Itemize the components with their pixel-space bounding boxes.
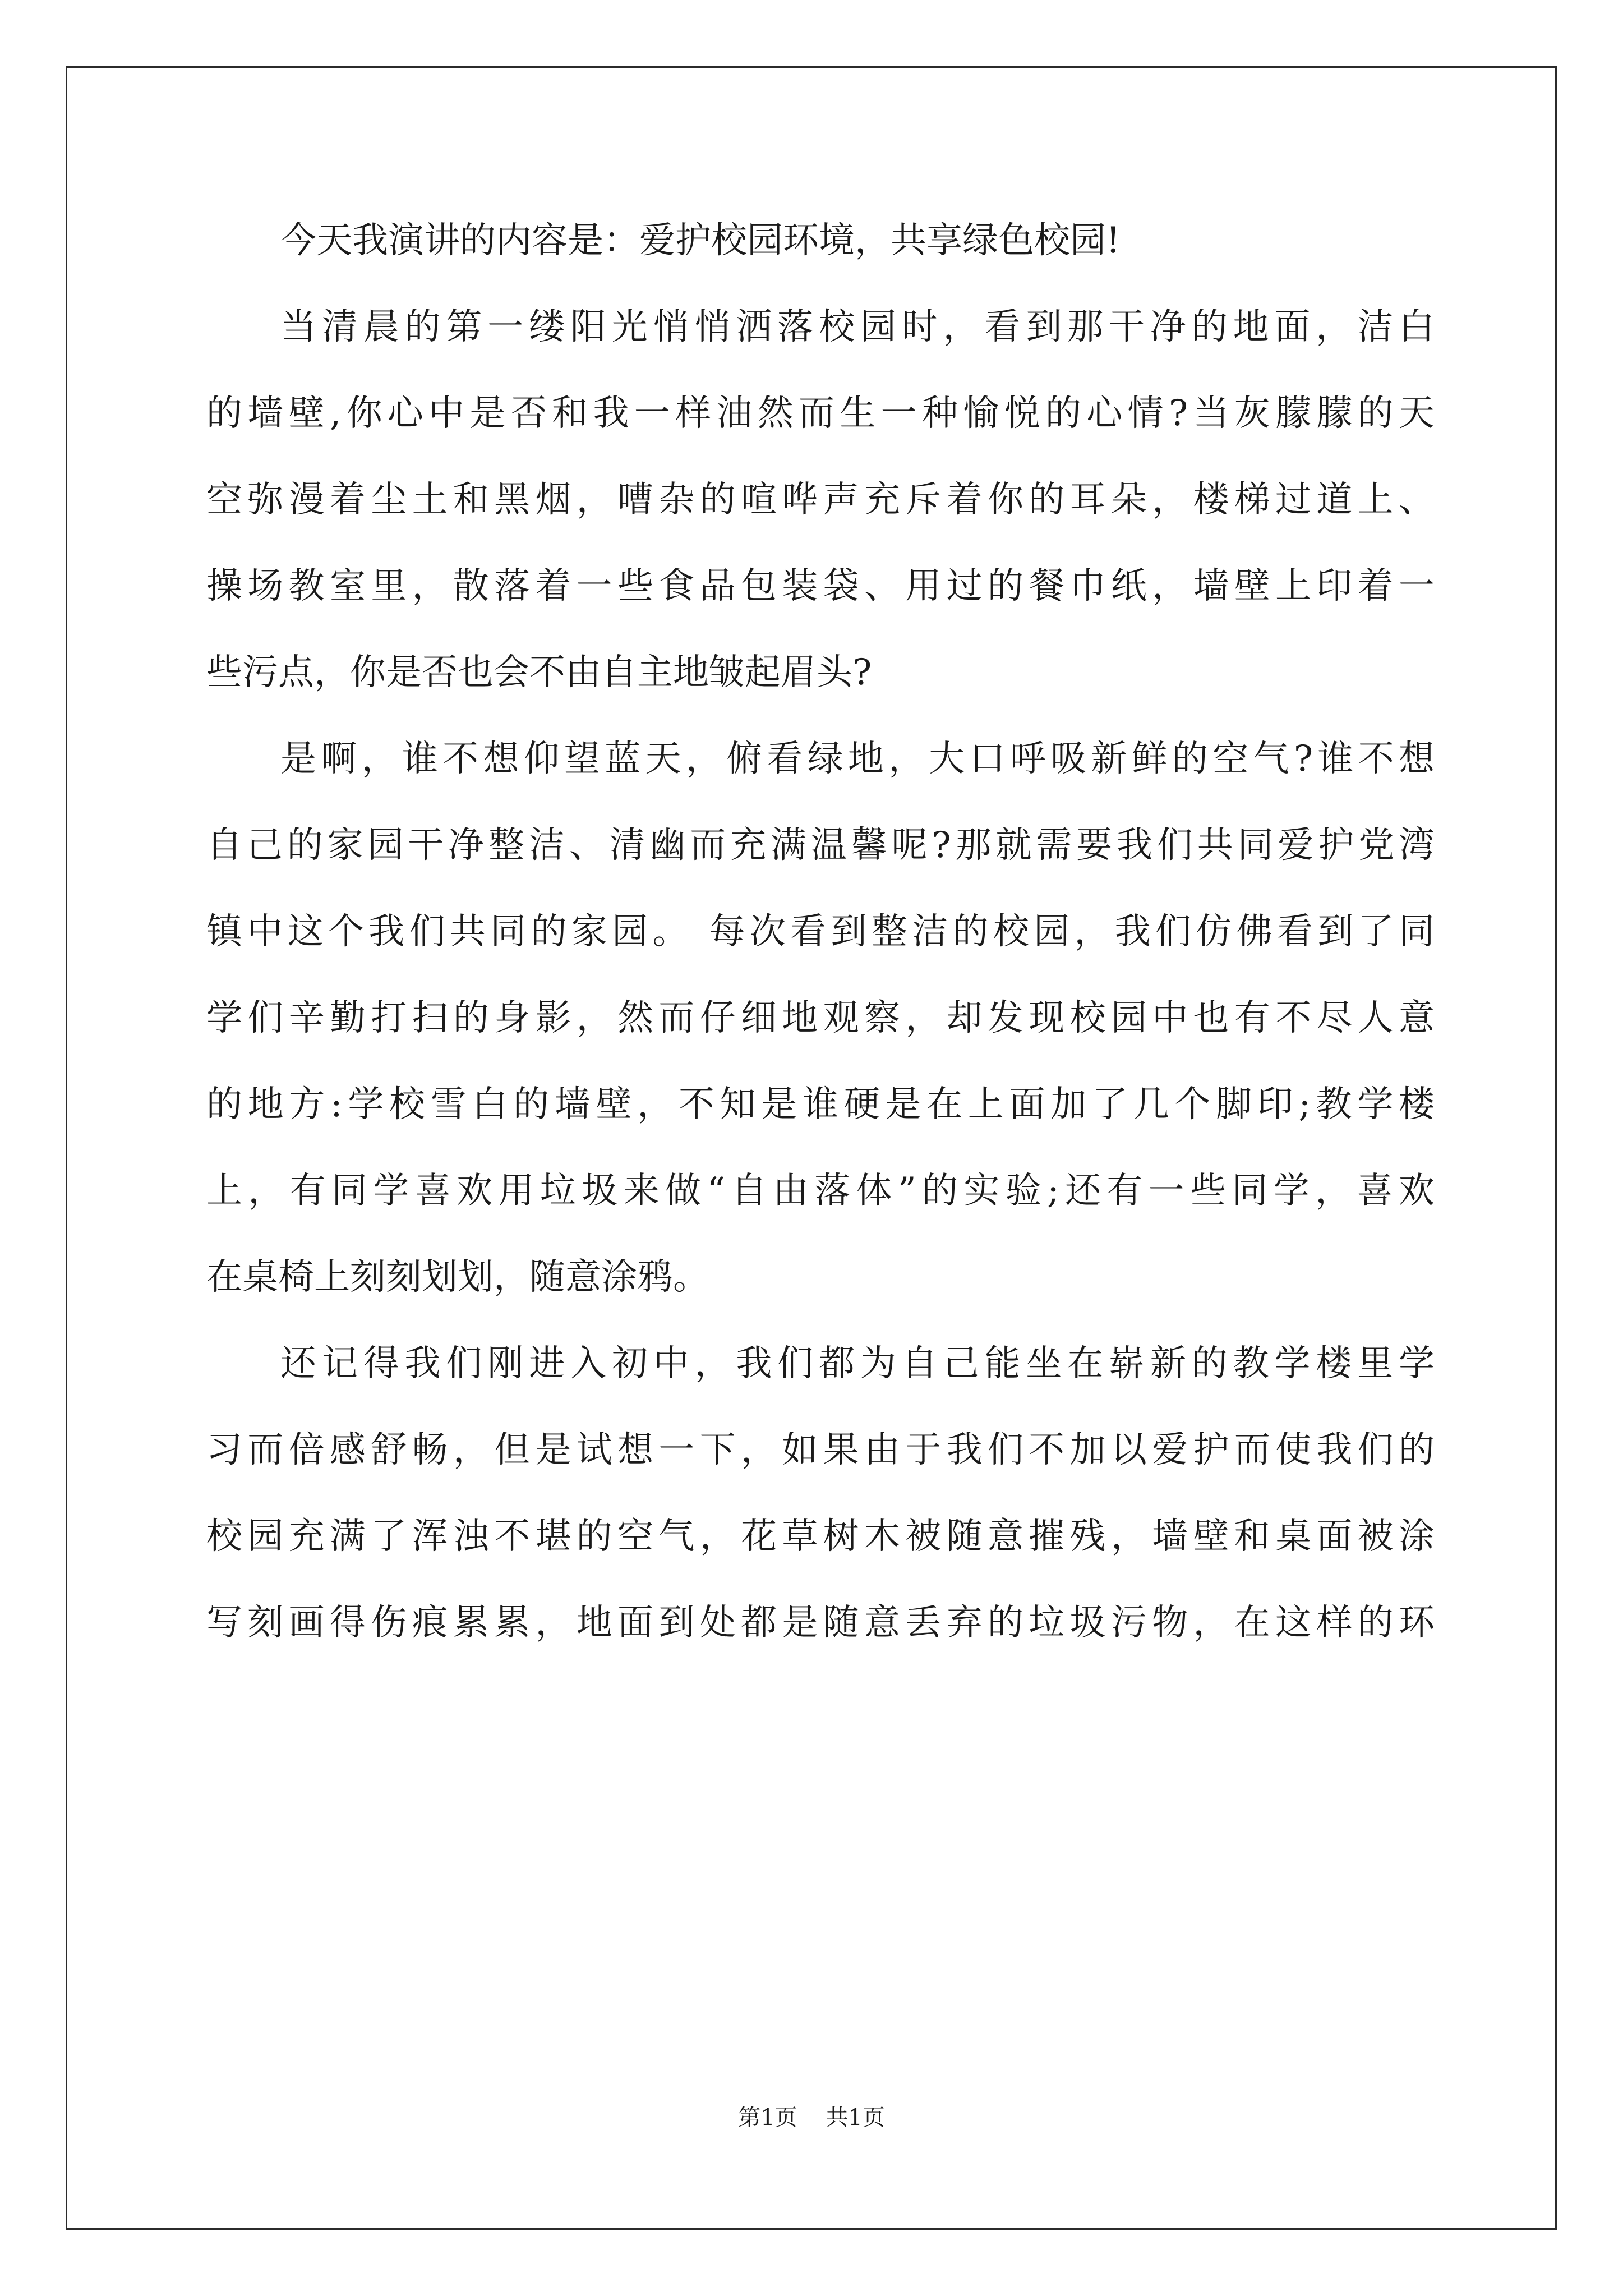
paragraph-line: 今天我演讲的内容是：爱护校园环境，共享绿色校园! xyxy=(280,220,1121,261)
paragraph-line: 些污点，你是否也会不由自主地皱起眉头? xyxy=(206,652,872,693)
paragraph-line: 是啊，谁不想仰望蓝天，俯看绿地，大口呼吸新鲜的空气?谁不想 xyxy=(280,738,1435,780)
page-number-footer: 第1页 共1页 xyxy=(738,2105,885,2131)
document-body xyxy=(206,197,1435,1666)
paragraph-line: 的墙壁,你心中是否和我一样油然而生一种愉悦的心情?当灰朦朦的天 xyxy=(206,393,1435,434)
paragraph-line: 还记得我们刚进入初中，我们都为自己能坐在崭新的教学楼里学 xyxy=(280,1343,1435,1384)
paragraph-line: 写刻画得伤痕累累，地面到处都是随意丢弃的垃圾污物，在这样的环 xyxy=(206,1602,1435,1644)
paragraph-line: 自己的家园干净整洁、清幽而充满温馨呢?那就需要我们共同爱护党湾 xyxy=(206,825,1435,866)
paragraph-line: 操场教室里，散落着一些食品包装袋、用过的餐巾纸，墙壁上印着一 xyxy=(206,565,1435,607)
paragraph-line: 空弥漫着尘土和黑烟，嘈杂的喧哗声充斥着你的耳朵，楼梯过道上、 xyxy=(206,479,1435,521)
paragraph-line: 在桌椅上刻刻划划，随意涂鸦。 xyxy=(206,1257,709,1298)
paragraph-line: 习而倍感舒畅，但是试想一下，如果由于我们不加以爱护而使我们的 xyxy=(206,1429,1435,1471)
paragraph-line: 镇中这个我们共同的家园。 每次看到整洁的校园，我们仿佛看到了同 xyxy=(206,911,1435,953)
paragraph-line: 校园充满了浑浊不堪的空气，花草树木被随意摧残，墙壁和桌面被涂 xyxy=(206,1516,1435,1557)
paragraph-line: 的地方:学校雪白的墙壁，不知是谁硬是在上面加了几个脚印;教学楼 xyxy=(206,1084,1435,1125)
paragraph-line: 当清晨的第一缕阳光悄悄洒落校园时，看到那干净的地面，洁白 xyxy=(280,306,1435,348)
paragraph-line: 学们辛勤打扫的身影，然而仔细地观察，却发现校园中也有不尽人意 xyxy=(206,997,1435,1039)
paragraph-line: 上，有同学喜欢用垃圾来做“自由落体”的实验;还有一些同学，喜欢 xyxy=(206,1170,1435,1212)
